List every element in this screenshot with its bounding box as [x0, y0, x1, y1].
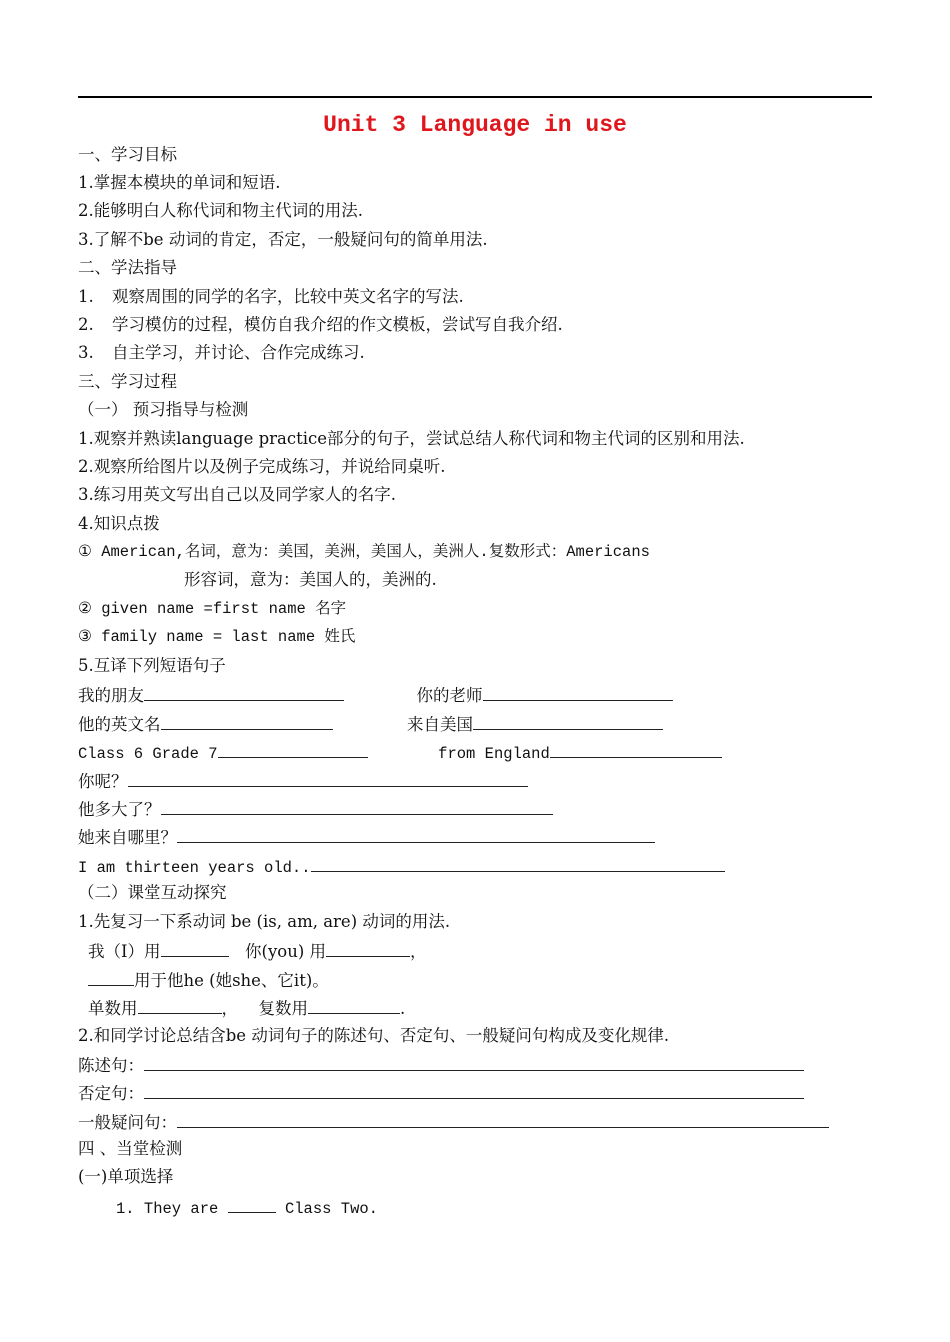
subsection-interactive: （二）课堂互动探究 — [78, 883, 227, 902]
knowledge-point-3: ③ family name = last name 姓氏 — [78, 628, 356, 646]
translate-row-6: 她来自哪里？ — [78, 825, 655, 849]
preview-item-3: 3.练习用英文写出自己以及同学家人的名字. — [78, 485, 396, 504]
knowledge-point-2: ② given name =first name 名字 — [78, 600, 347, 618]
preview-item-2: 2.观察所给图片以及例子完成练习，并说给同桌听. — [78, 457, 446, 476]
translate-row-5: 他多大了？ — [78, 797, 553, 821]
knowledge-point-1: ① American,名词，意为：美国，美洲，美国人，美洲人.复数形式：Americans — [78, 543, 650, 561]
translate-row-1: 我的朋友 你的老师 — [78, 683, 673, 707]
translate-row-3: Class 6 Grade 7 from England — [78, 740, 722, 765]
answer-blank[interactable] — [161, 939, 229, 957]
subsection-single-choice: (一)单项选择 — [78, 1167, 174, 1186]
section-heading-method: 二、学法指导 — [78, 258, 177, 277]
question-1: 1. They are Class Two. — [116, 1195, 378, 1220]
goal-item-1: 1.掌握本模块的单词和短语. — [78, 173, 281, 192]
preview-item-1: 1.观察并熟读language practice部分的句子，尝试总结人称代词和物主代词的区别和用法. — [78, 429, 745, 448]
be-verb-intro: 1.先复习一下系动词 be (is, am, are) 动词的用法. — [78, 912, 451, 931]
answer-blank[interactable] — [177, 825, 655, 843]
translate-row-7: I am thirteen years old.. — [78, 854, 725, 879]
answer-blank[interactable] — [88, 968, 134, 986]
translate-heading: 5.互译下列短语句子 — [78, 656, 226, 675]
negative-line: 否定句： — [78, 1081, 804, 1105]
question-line: 一般疑问句： — [78, 1110, 829, 1134]
answer-blank[interactable] — [177, 1110, 829, 1128]
answer-blank[interactable] — [144, 1081, 804, 1099]
statement-line: 陈述句： — [78, 1053, 804, 1077]
answer-blank[interactable] — [326, 939, 410, 957]
answer-blank[interactable] — [550, 740, 722, 758]
answer-blank[interactable] — [311, 854, 725, 872]
answer-blank[interactable] — [473, 712, 663, 730]
section-heading-check: 四 、当堂检测 — [78, 1139, 183, 1158]
subsection-preview: （一） 预习指导与检测 — [78, 400, 249, 419]
answer-blank[interactable] — [161, 797, 553, 815]
translate-row-2: 他的英文名 来自美国 — [78, 712, 663, 736]
answer-blank[interactable] — [308, 996, 400, 1014]
method-item-1: 1. 观察周围的同学的名字，比较中英文名字的写法. — [78, 287, 464, 306]
answer-blank[interactable] — [161, 712, 333, 730]
page-title: Unit 3 Language in use — [323, 112, 627, 138]
method-item-3: 3. 自主学习，并讨论、合作完成练习. — [78, 343, 365, 362]
header-rule — [78, 96, 872, 98]
answer-blank[interactable] — [483, 683, 673, 701]
method-item-2: 2. 学习模仿的过程，模仿自我介绍的作文模板，尝试写自我介绍. — [78, 315, 563, 334]
goal-item-3: 3.了解不be 动词的肯定，否定，一般疑问句的简单用法. — [78, 230, 488, 249]
answer-blank[interactable] — [138, 996, 222, 1014]
be-verb-line-2: 用于他he (她she、它it)。 — [88, 968, 329, 992]
be-verb-line-1: 我（I）用 你(you) 用 ， — [88, 939, 427, 963]
answer-blank[interactable] — [144, 683, 344, 701]
answer-blank[interactable] — [144, 1053, 804, 1071]
answer-blank[interactable] — [128, 769, 528, 787]
answer-blank[interactable] — [228, 1195, 276, 1213]
answer-blank[interactable] — [218, 740, 368, 758]
section-heading-goals: 一、学习目标 — [78, 145, 177, 164]
knowledge-heading: 4.知识点拨 — [78, 514, 160, 533]
goal-item-2: 2.能够明白人称代词和物主代词的用法. — [78, 201, 363, 220]
be-verb-line-3: 单数用 ， 复数用 . — [88, 996, 405, 1020]
discussion-prompt: 2.和同学讨论总结含be 动词句子的陈述句、否定句、一般疑问句构成及变化规律. — [78, 1026, 670, 1045]
knowledge-point-1b: 形容词，意为：美国人的，美洲的. — [184, 570, 437, 589]
section-heading-process: 三、学习过程 — [78, 372, 177, 391]
translate-row-4: 你呢？ — [78, 769, 528, 793]
